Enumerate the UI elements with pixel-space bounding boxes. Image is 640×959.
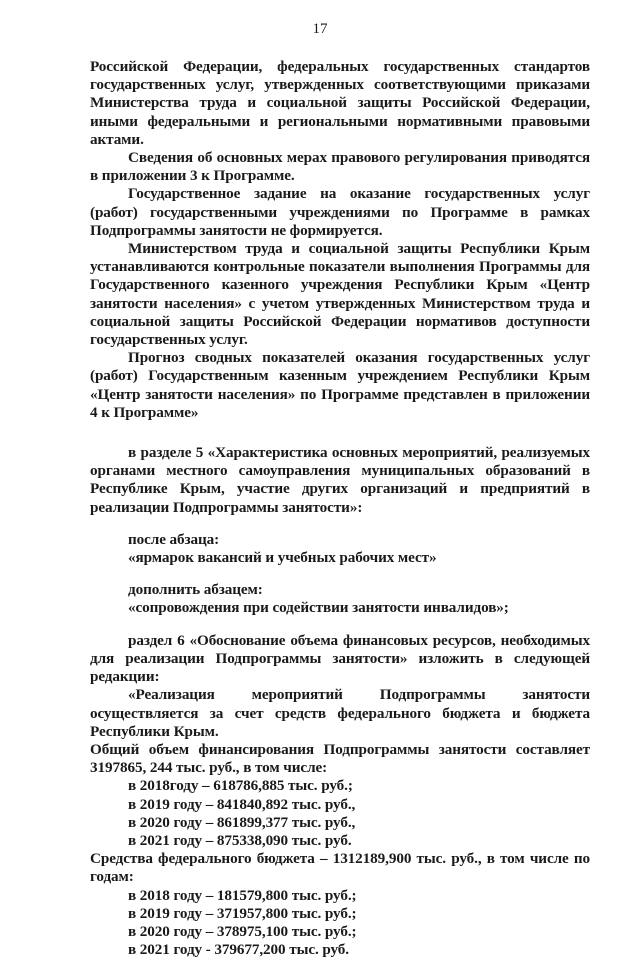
total-year-item: в 2018году – 618786,885 тыс. руб.;	[128, 777, 353, 795]
total-year-item: в 2020 году – 861899,377 тыс. руб.,	[128, 813, 356, 831]
paragraph-after-abzac: после абзаца:	[128, 530, 220, 548]
paragraph-federal-budget: Средства федерального бюджета – 1312189,900 тыс. руб., в том числе по годам:	[90, 850, 590, 886]
paragraph-legal-regulation: Сведения об основных мерах правового регулирования приводятся в приложении 3 к Программе.	[90, 149, 590, 185]
paragraph-quoted-fairs: «ярмарок вакансий и учебных рабочих мест»	[128, 549, 437, 567]
paragraph-state-assignment: Государственное задание на оказание государственных услуг (работ) государственными учреждениями по Программе в рамках Подпрограммы занятости не формируется.	[90, 185, 590, 239]
federal-year-item: в 2018 году – 181579,800 тыс. руб.;	[128, 886, 357, 904]
paragraph-add-abzac: дополнить абзацем:	[128, 581, 263, 599]
paragraph-quoted-support: «сопровождения при содействии занятости инвалидов»;	[128, 599, 509, 617]
page-number: 17	[312, 21, 328, 37]
paragraph-section-6: раздел 6 «Обоснование объема финансовых ресурсов, необходимых для реализации Подпрограммы занятости» изложить в следующей редакции:	[90, 631, 590, 686]
paragraph-implementation-funding: «Реализация мероприятий Подпрограммы занятости осуществляется за счет средств федерального бюджета и бюджета Республики Крым.	[90, 686, 590, 740]
paragraph-forecast: Прогноз сводных показателей оказания государственных услуг (работ) Государственным казенным учреждением Республики Крым «Центр занятости населения» по Программе представлен в приложении 4 к Программе»	[90, 349, 590, 421]
paragraph-total-financing: Общий объем финансирования Подпрограммы занятости составляет 3197865, 244 тыс. руб., в том числе:	[90, 740, 590, 777]
federal-year-item: в 2020 году – 378975,100 тыс. руб.;	[128, 922, 357, 940]
paragraph-section-5: в разделе 5 «Характеристика основных мероприятий, реализуемых органами местного самоуправления муниципальных образований в Республике Крым, участие других организаций и предприятий в реализации Подпрограммы занятости»:	[90, 444, 590, 516]
paragraph-control-indicators: Министерством труда и социальной защиты Республики Крым устанавливаются контрольные показатели выполнения Программы для Государственного казенного учреждения Республики Крым «Центр занятости населения» с учетом утвержденных Министерством труда и социальной защиты Российской Федерации нормативов доступности государственных услуг.	[90, 240, 590, 349]
total-by-year-list	[90, 777, 590, 850]
federal-year-item: в 2021 году - 379677,200 тыс. руб.	[128, 941, 349, 959]
document-body	[90, 58, 590, 959]
federal-year-item: в 2019 году – 371957,800 тыс. руб.;	[128, 904, 357, 922]
federal-by-year-list	[90, 887, 590, 959]
total-year-item: в 2021 году – 875338,090 тыс. руб.	[128, 831, 352, 849]
paragraph-continuation: Российской Федерации, федеральных государственных стандартов государственных услуг, утвержденных соответствующими приказами Министерства труда и социальной защиты Российской Федерации, иными федеральными и региональными нормативными правовыми актами.	[90, 58, 590, 148]
total-year-item: в 2019 году – 841840,892 тыс. руб.,	[128, 795, 356, 813]
